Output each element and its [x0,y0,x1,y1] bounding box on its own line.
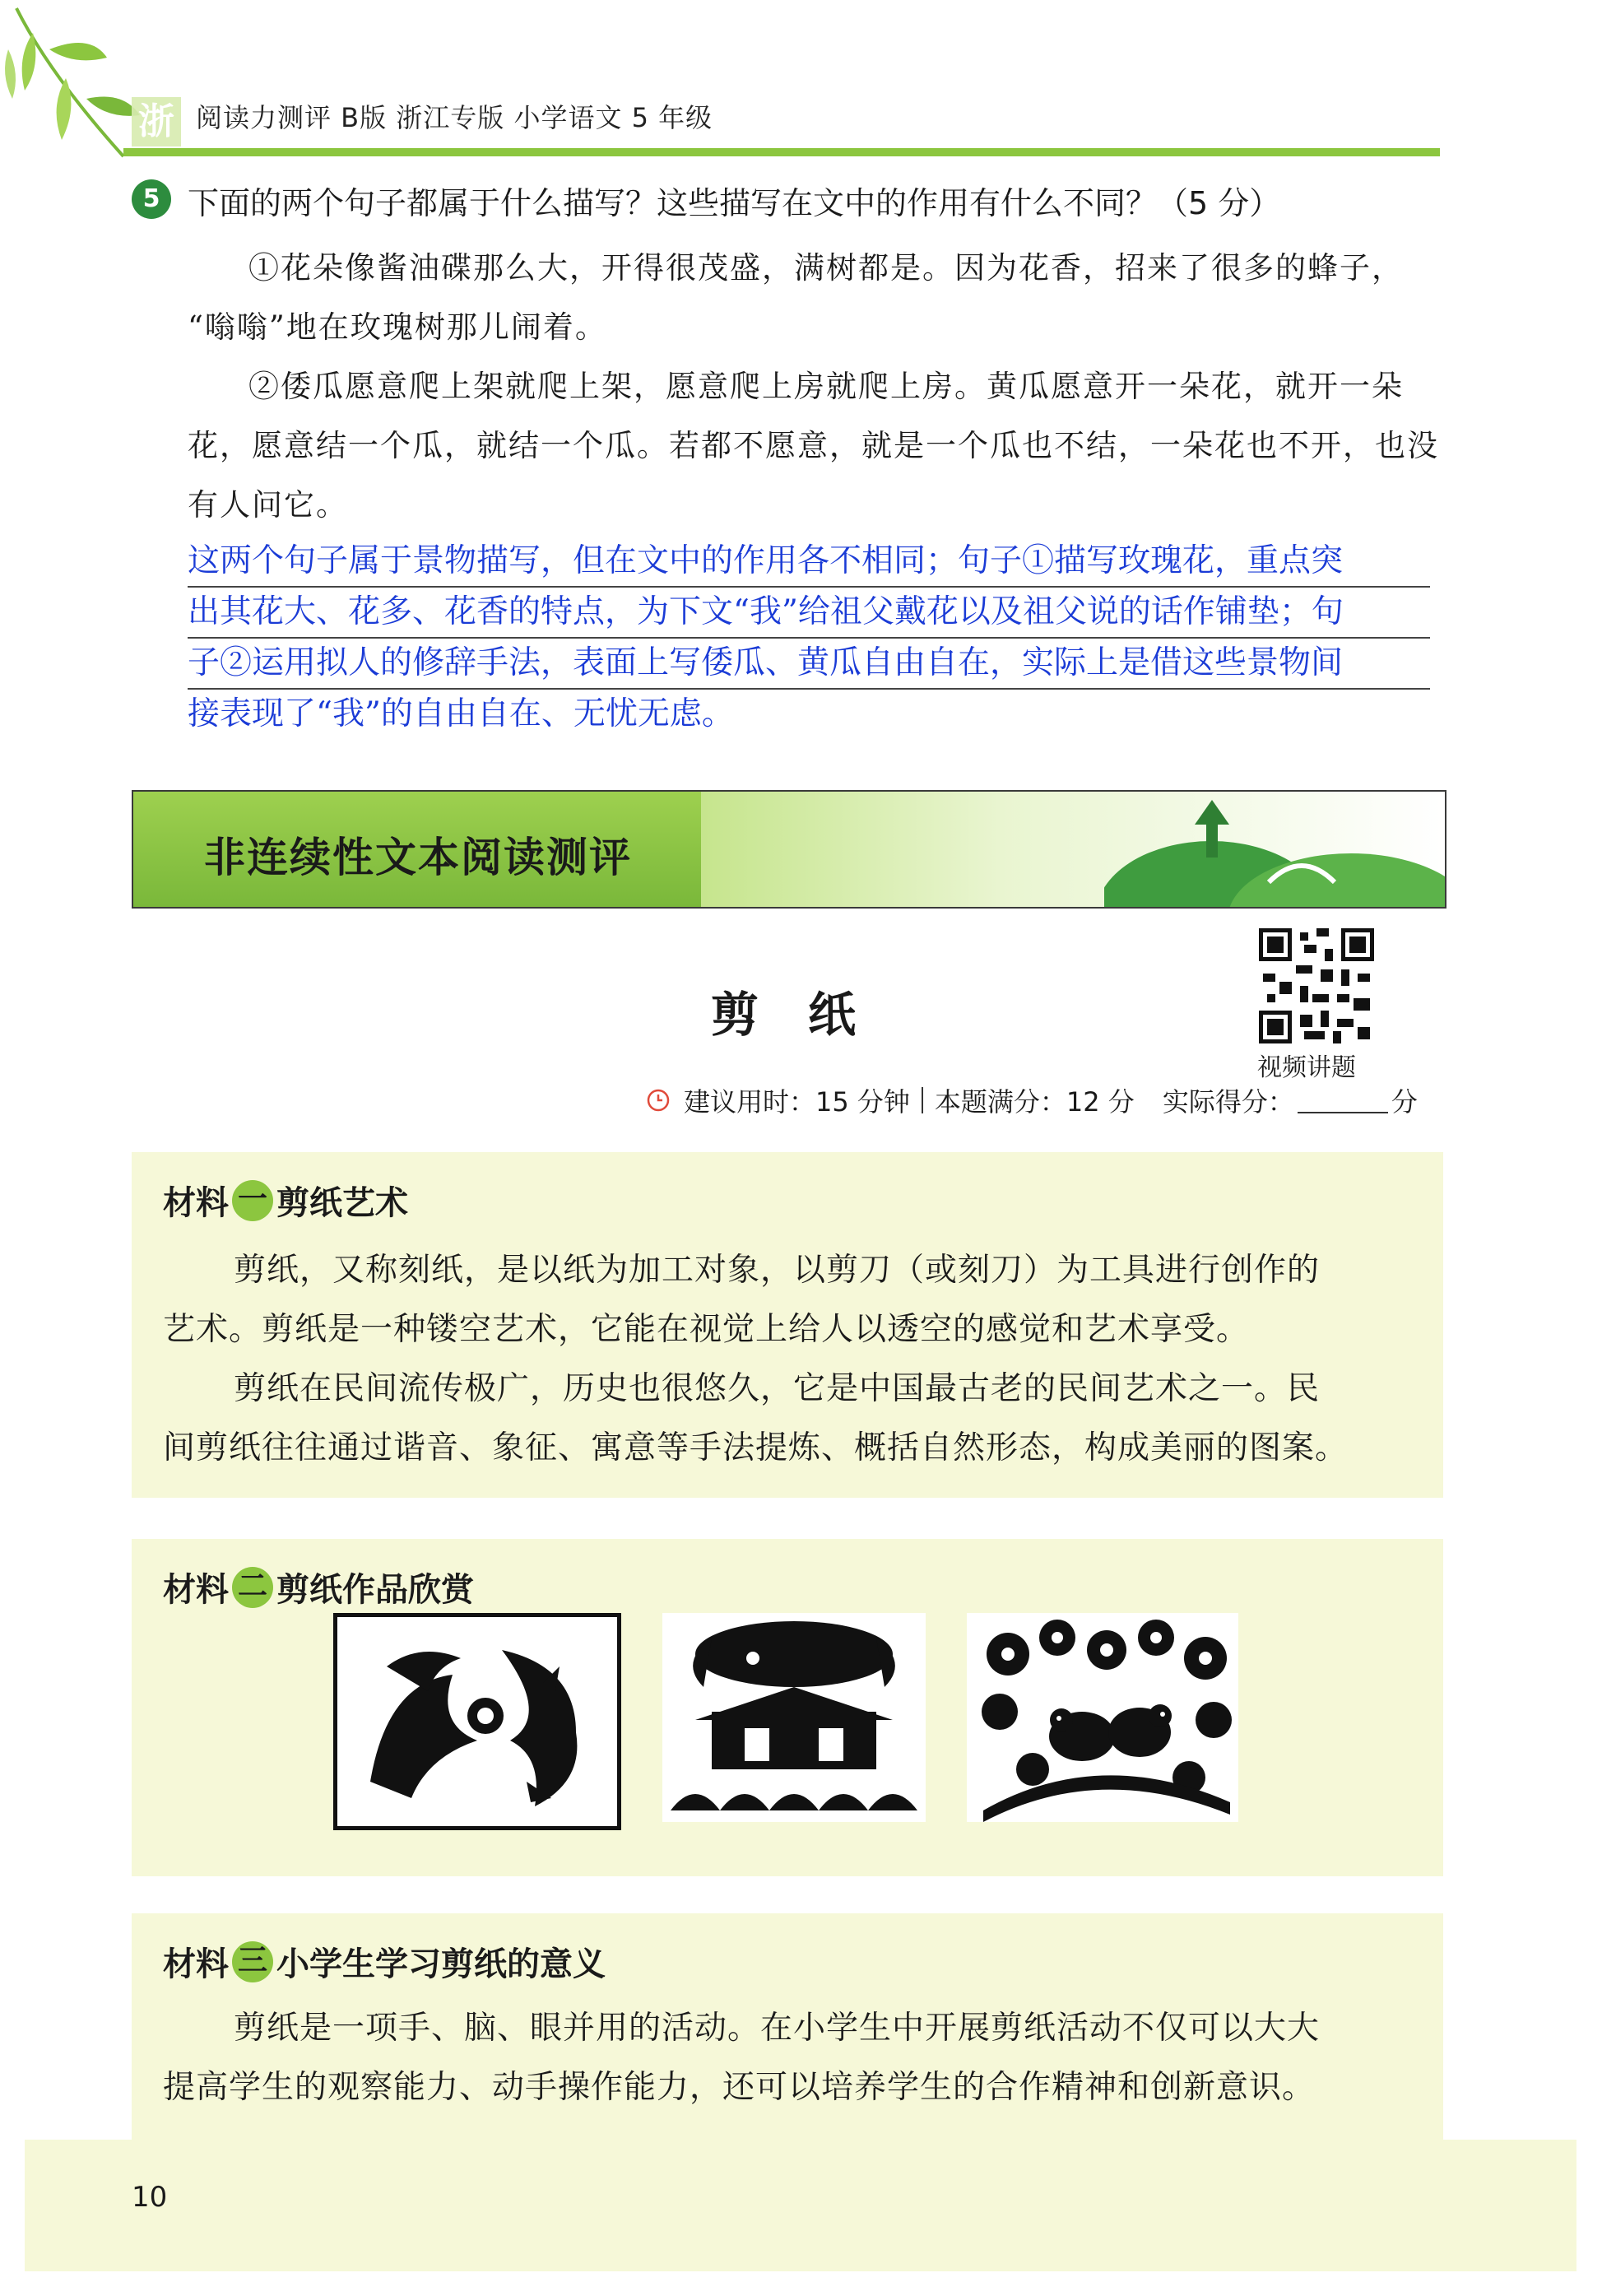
answer-line: 这两个句子属于景物描写，但在文中的作用各不相同；句子①描写玫瑰花，重点突 [188,537,1430,588]
paragraph-line: 间剪纸往往通过谐音、象征、寓意等手法提炼、概括自然形态，构成美丽的图案。 [163,1429,1349,1466]
sentence-one-line: “嗡嗡”地在玫瑰树那儿闹着。 [188,309,607,345]
material-number: 一 [232,1180,273,1221]
material-prefix: 材料 [163,1184,229,1222]
section-title: 非连续性文本阅读测评 [204,834,632,881]
answer-area [188,537,1430,739]
material-text [163,1999,1414,2117]
sentence-two-line: ②倭瓜愿意爬上架就爬上架，愿意爬上房就爬上房。黄瓜愿意开一朵花，就开一朵 [248,369,1404,404]
question-number: 5 [132,179,171,219]
material-number: 二 [232,1567,273,1608]
province-badge: 浙 [132,97,181,146]
header-title: 阅读力测评 B版 浙江专版 小学语文 5 年级 [196,102,713,133]
material-title: 小学生学习剪纸的意义 [276,1945,606,1983]
paragraph-line: 剪纸，又称刻纸，是以纸为加工对象，以剪刀（或刻刀）为工具进行创作的 [234,1252,1321,1289]
material-title: 剪纸艺术 [276,1184,408,1222]
divider [922,1087,923,1113]
page-number: 10 [132,2181,168,2214]
header-rule [123,148,1440,156]
actual-score-label: 实际得分： [1162,1086,1294,1118]
score-blank[interactable] [1298,1087,1388,1113]
question-text [188,178,1280,223]
clock-icon [646,1088,671,1113]
qr-code-icon[interactable] [1259,928,1374,1043]
article-info [646,1081,1418,1119]
material-heading [163,1564,474,1610]
material-one [132,1152,1443,1498]
sentence-one-line: ①花朵像酱油碟那么大，开得很茂盛，满树都是。因为花香，招来了很多的蜂子， [248,250,1404,286]
answer-line: 出其花大、花多、花香的特点，为下文“我”给祖父戴花以及祖父说的话作铺垫；句 [188,588,1430,639]
section-banner [132,790,1446,909]
score-unit: 分 [1391,1086,1418,1118]
suggested-time: 建议用时：15 分钟 [684,1086,910,1118]
full-score: 本题满分：12 分 [934,1086,1135,1118]
answer-line: 子②运用拟人的修辞手法，表面上写倭瓜、黄瓜自由自在，实际上是借这些景物间 [188,639,1430,690]
question-prompt: 下面的两个句子都属于什么描写？这些描写在文中的作用有什么不同？ [188,185,1158,221]
answer-line: 接表现了“我”的自由自在、无忧无虑。 [188,695,734,732]
birds-blossom-papercut-image [967,1613,1238,1822]
material-title: 剪纸作品欣赏 [276,1571,474,1609]
material-prefix: 材料 [163,1571,229,1609]
sentence-one [188,239,1446,357]
fish-house-papercut-image [662,1613,926,1822]
paragraph-line: 提高学生的观察能力、动手操作能力，还可以培养学生的合作精神和创新意识。 [163,2069,1316,2106]
footer-band [25,2140,1576,2271]
paragraph-line: 剪纸在民间流传极广，历史也很悠久，它是中国最古老的民间艺术之一。民 [234,1370,1321,1407]
pagoda-hill-icon [1104,792,1445,907]
material-text [163,1241,1414,1478]
sentence-two [188,357,1446,535]
material-prefix: 材料 [163,1945,229,1983]
qr-label: 视频讲题 [1257,1053,1356,1082]
article-title: 剪纸 [711,987,906,1043]
question-score: （5 分） [1157,185,1281,221]
material-two [132,1539,1443,1876]
sentence-two-line: 花，愿意结一个瓜，就结一个瓜。若都不愿意，就是一个瓜也不结，一朵花也不开，也没 [188,428,1439,463]
paragraph-line: 艺术。剪纸是一种镂空艺术，它能在视觉上给人以透空的感觉和艺术享受。 [163,1311,1250,1348]
material-three [132,1913,1443,2140]
material-heading [163,1177,408,1224]
paragraph-line: 剪纸是一项手、脑、眼并用的活动。在小学生中开展剪纸活动不仅可以大大 [234,2010,1321,2047]
material-heading [163,1938,606,1985]
dragon-phoenix-papercut-image [333,1613,621,1830]
material-number: 三 [232,1941,273,1982]
sentence-two-line: 有人问它。 [188,487,348,523]
